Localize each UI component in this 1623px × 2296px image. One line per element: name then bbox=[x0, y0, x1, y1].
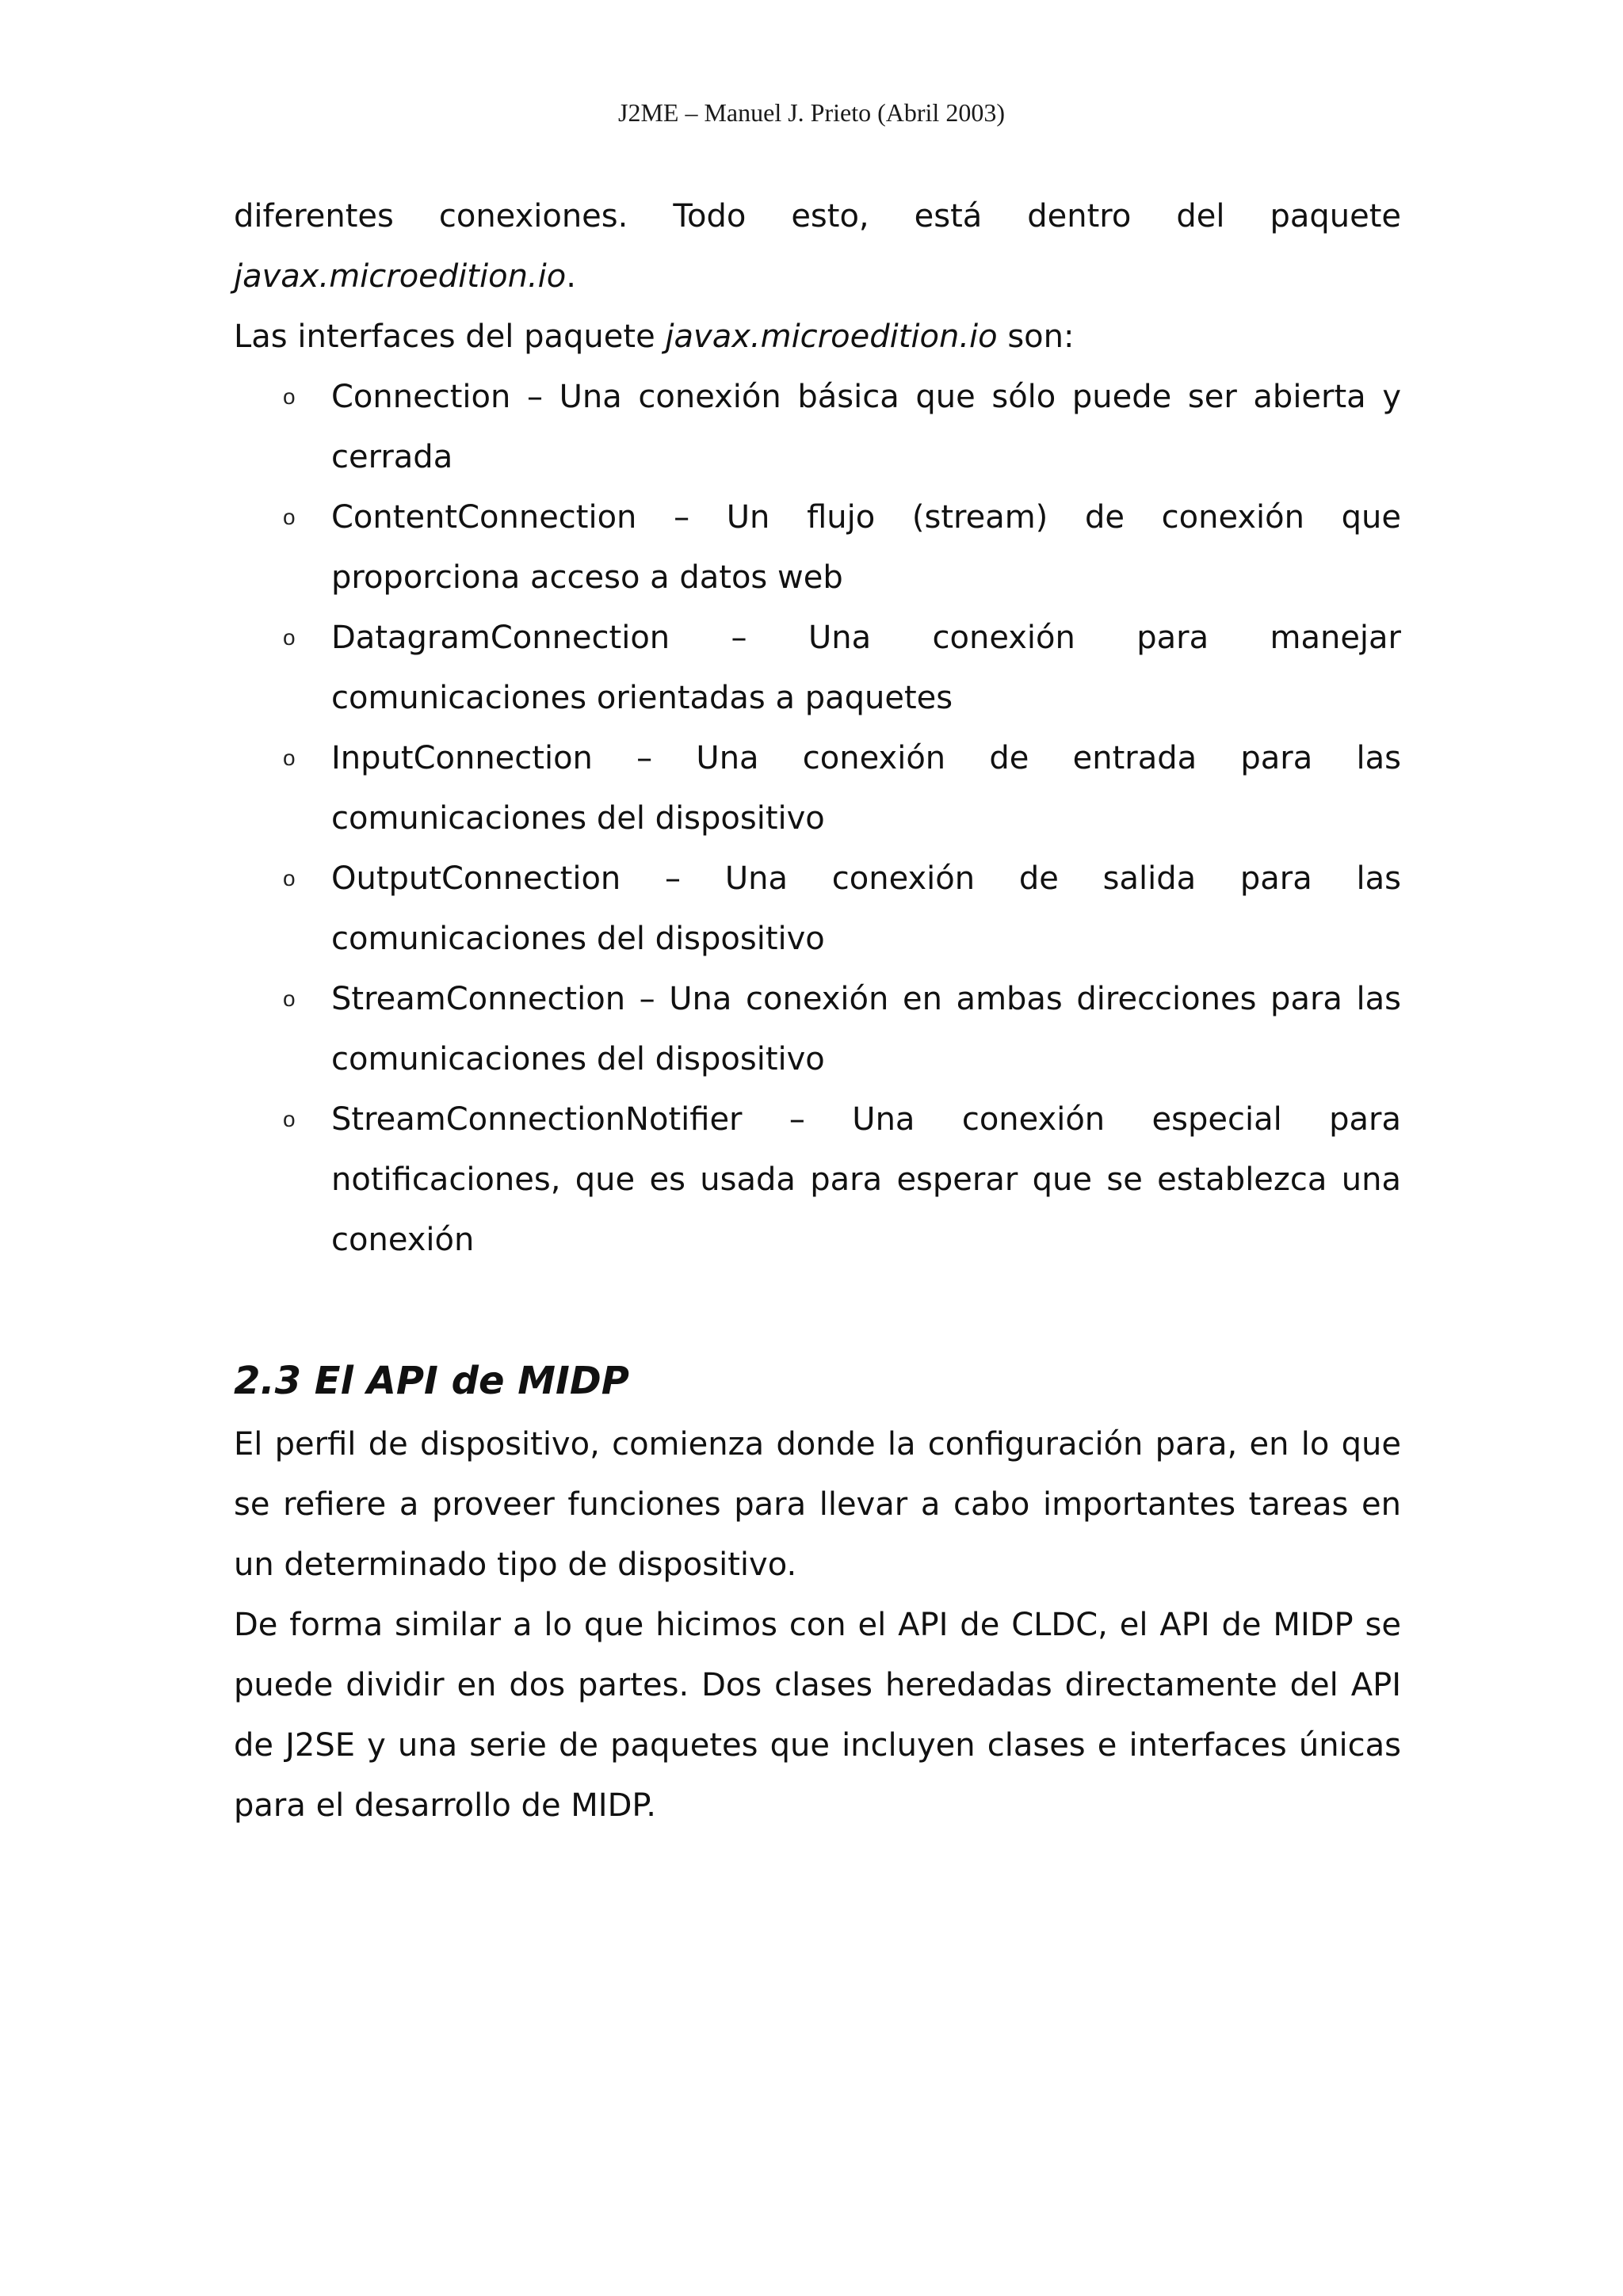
intro-paragraph-1-end: . bbox=[566, 258, 576, 295]
section-heading: 2.3 El API de MIDP bbox=[234, 1359, 629, 1403]
list-item-text: DatagramConnection – Una conexión para manejar comunicaciones orientadas a paquetes bbox=[331, 620, 1401, 716]
running-header: J2ME – Manuel J. Prieto (Abril 2003) bbox=[618, 98, 1005, 127]
section-paragraph-1: El perfil de dispositivo, comienza donde la configuración para, en lo que se refiere a proveer funciones para llevar a cabo importantes tareas en un determinado tipo de dispositivo. bbox=[234, 1426, 1401, 1583]
list-item-text: Connection – Una conexión básica que sólo puede ser abierta y cerrada bbox=[331, 379, 1401, 475]
list-item-input-connection bbox=[234, 728, 1401, 849]
intro-paragraph-1-text: diferentes conexiones. Todo esto, está dentro del paquete bbox=[234, 198, 1401, 235]
intro-paragraph-1-package: javax.microedition.io bbox=[234, 258, 567, 295]
bullet-marker: o bbox=[283, 1107, 296, 1131]
intro-paragraph-2-package: javax.microedition.io bbox=[665, 318, 998, 355]
bullet-marker: o bbox=[283, 625, 296, 650]
list-item-text: StreamConnectionNotifier – Una conexión especial para notificaciones, que es usada para esperar que se establezca una conexión bbox=[331, 1101, 1401, 1258]
intro-paragraph-2 bbox=[234, 307, 1401, 367]
list-item-datagram-connection bbox=[234, 608, 1401, 728]
list-item-text: OutputConnection – Una conexión de salida para las comunicaciones del dispositivo bbox=[331, 860, 1401, 957]
list-item-text: InputConnection – Una conexión de entrada para las comunicaciones del dispositivo bbox=[331, 740, 1401, 837]
list-item-text: ContentConnection – Un flujo (stream) de conexión que proporciona acceso a datos web bbox=[331, 499, 1401, 596]
bullet-marker: o bbox=[283, 986, 296, 1011]
bullet-marker: o bbox=[283, 384, 296, 409]
bullet-marker: o bbox=[283, 746, 296, 770]
list-item-stream-connection-notifier bbox=[234, 1089, 1401, 1270]
interfaces-list bbox=[234, 367, 1401, 1270]
bullet-marker: o bbox=[283, 866, 296, 891]
bullet-marker: o bbox=[283, 505, 296, 529]
intro-paragraph-2-start: Las interfaces del paquete bbox=[234, 318, 666, 355]
list-item-text: StreamConnection – Una conexión en ambas direcciones para las comunicaciones del dispositivo bbox=[331, 981, 1401, 1077]
list-item-output-connection bbox=[234, 849, 1401, 969]
list-item-stream-connection bbox=[234, 969, 1401, 1089]
list-item-connection bbox=[234, 367, 1401, 487]
section-paragraph-2: De forma similar a lo que hicimos con el API de CLDC, el API de MIDP se puede dividir en dos partes. Dos clases heredadas directamente del API de J2SE y una serie de paquetes que incluyen clases e interfaces únicas para el desarrollo de MIDP. bbox=[234, 1607, 1401, 1824]
intro-paragraph-2-end: son: bbox=[997, 318, 1075, 355]
list-item-content-connection bbox=[234, 487, 1401, 608]
intro-paragraph-1 bbox=[234, 186, 1401, 307]
page-content bbox=[234, 186, 1401, 1836]
